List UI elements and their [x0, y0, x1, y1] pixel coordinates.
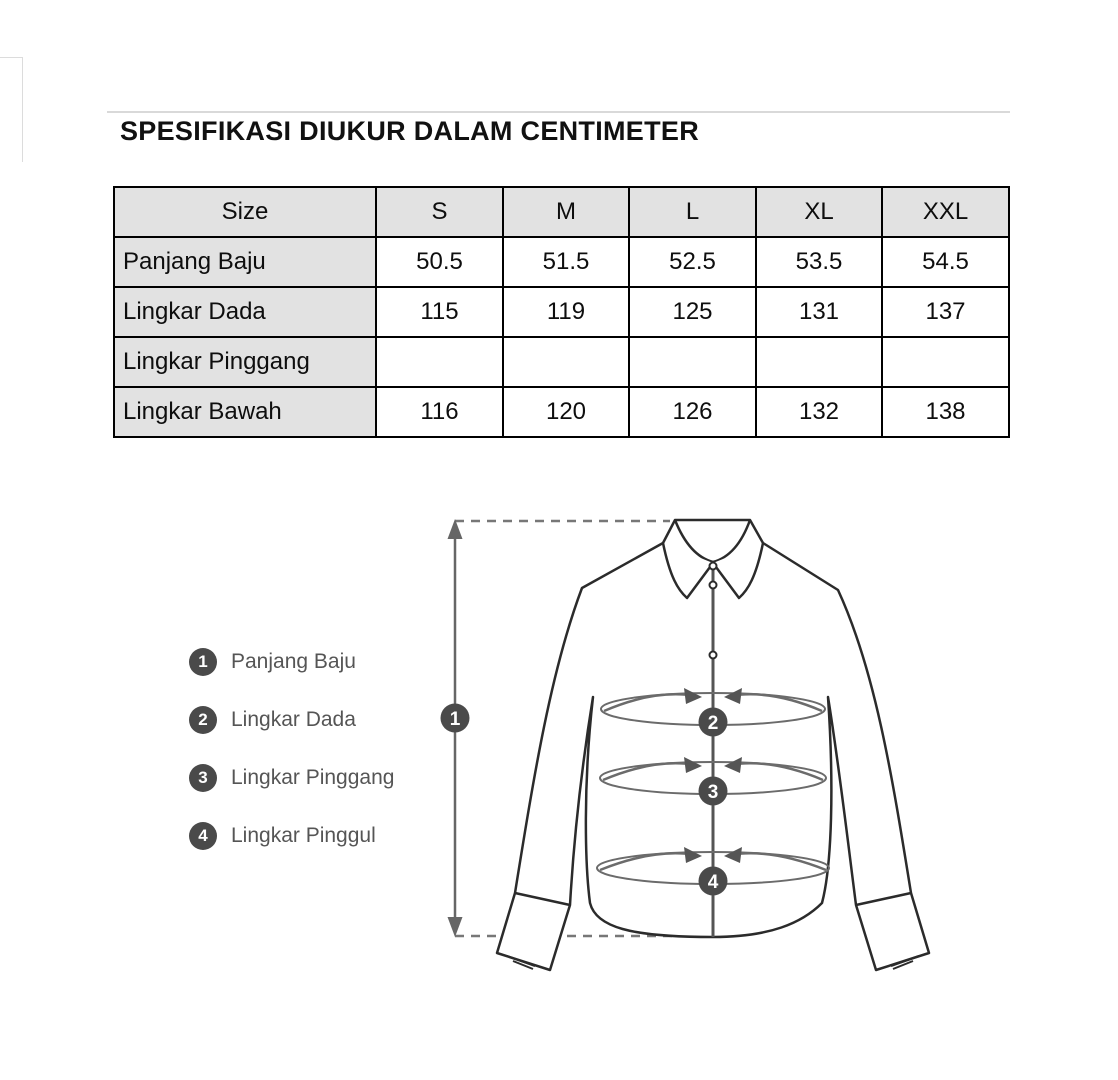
button-icon [710, 652, 717, 659]
value-cell: 132 [756, 387, 882, 437]
edge-artifact-horizontal [0, 57, 22, 58]
row-label-cell: Lingkar Bawah [114, 387, 376, 437]
size-table [113, 186, 1010, 438]
edge-artifact-vertical [22, 57, 23, 162]
value-cell: 131 [756, 287, 882, 337]
legend-badge-2-icon: 2 [189, 706, 217, 734]
marker-number-1: 1 [449, 709, 461, 730]
value-cell-empty [882, 337, 1009, 387]
header-divider-rule [107, 111, 1010, 113]
header-cell-s: S [376, 187, 503, 237]
legend-label: Lingkar Pinggang [231, 766, 395, 789]
value-cell: 51.5 [503, 237, 629, 287]
value-cell: 115 [376, 287, 503, 337]
value-cell: 53.5 [756, 237, 882, 287]
legend-badge-4-icon: 4 [189, 822, 217, 850]
shirt-measurement-diagram [430, 485, 1010, 1045]
legend-item-lingkar-pinggang [189, 764, 394, 792]
value-cell: 52.5 [629, 237, 756, 287]
value-cell-empty [503, 337, 629, 387]
header-cell-size: Size [114, 187, 376, 237]
row-label-cell: Panjang Baju [114, 237, 376, 287]
value-cell: 54.5 [882, 237, 1009, 287]
header-cell-l: L [629, 187, 756, 237]
page-title: SPESIFIKASI DIUKUR DALAM CENTIMETER [120, 116, 700, 146]
value-cell: 116 [376, 387, 503, 437]
value-cell: 126 [629, 387, 756, 437]
header-cell-m: M [503, 187, 629, 237]
header-cell-xl: XL [756, 187, 882, 237]
legend-item-lingkar-pinggul [189, 822, 394, 850]
value-cell-empty [629, 337, 756, 387]
value-cell-empty [756, 337, 882, 387]
table-row-lingkar-bawah [114, 387, 1009, 437]
value-cell: 125 [629, 287, 756, 337]
button-icon [710, 563, 717, 570]
legend-item-lingkar-dada [189, 706, 394, 734]
marker-number-3: 3 [707, 782, 719, 803]
value-cell: 120 [503, 387, 629, 437]
row-label-cell: Lingkar Dada [114, 287, 376, 337]
legend-badge-3-icon: 3 [189, 764, 217, 792]
legend-item-panjang-baju [189, 648, 394, 676]
header-cell-xxl: XXL [882, 187, 1009, 237]
legend-label: Lingkar Pinggul [231, 824, 376, 847]
value-cell-empty [376, 337, 503, 387]
legend-label: Panjang Baju [231, 650, 356, 673]
marker-number-2: 2 [707, 713, 719, 734]
value-cell: 138 [882, 387, 1009, 437]
table-row-lingkar-pinggang [114, 337, 1009, 387]
value-cell: 119 [503, 287, 629, 337]
legend-label: Lingkar Dada [231, 708, 356, 731]
value-cell: 137 [882, 287, 1009, 337]
value-cell: 50.5 [376, 237, 503, 287]
table-row-panjang-baju [114, 237, 1009, 287]
marker-number-4: 4 [707, 872, 719, 893]
table-header-row [114, 187, 1009, 237]
table-row-lingkar-dada [114, 287, 1009, 337]
arrow-down-icon [448, 917, 463, 937]
button-icon [710, 582, 717, 589]
row-label-cell: Lingkar Pinggang [114, 337, 376, 387]
legend-badge-1-icon: 1 [189, 648, 217, 676]
measurement-legend [189, 648, 394, 850]
